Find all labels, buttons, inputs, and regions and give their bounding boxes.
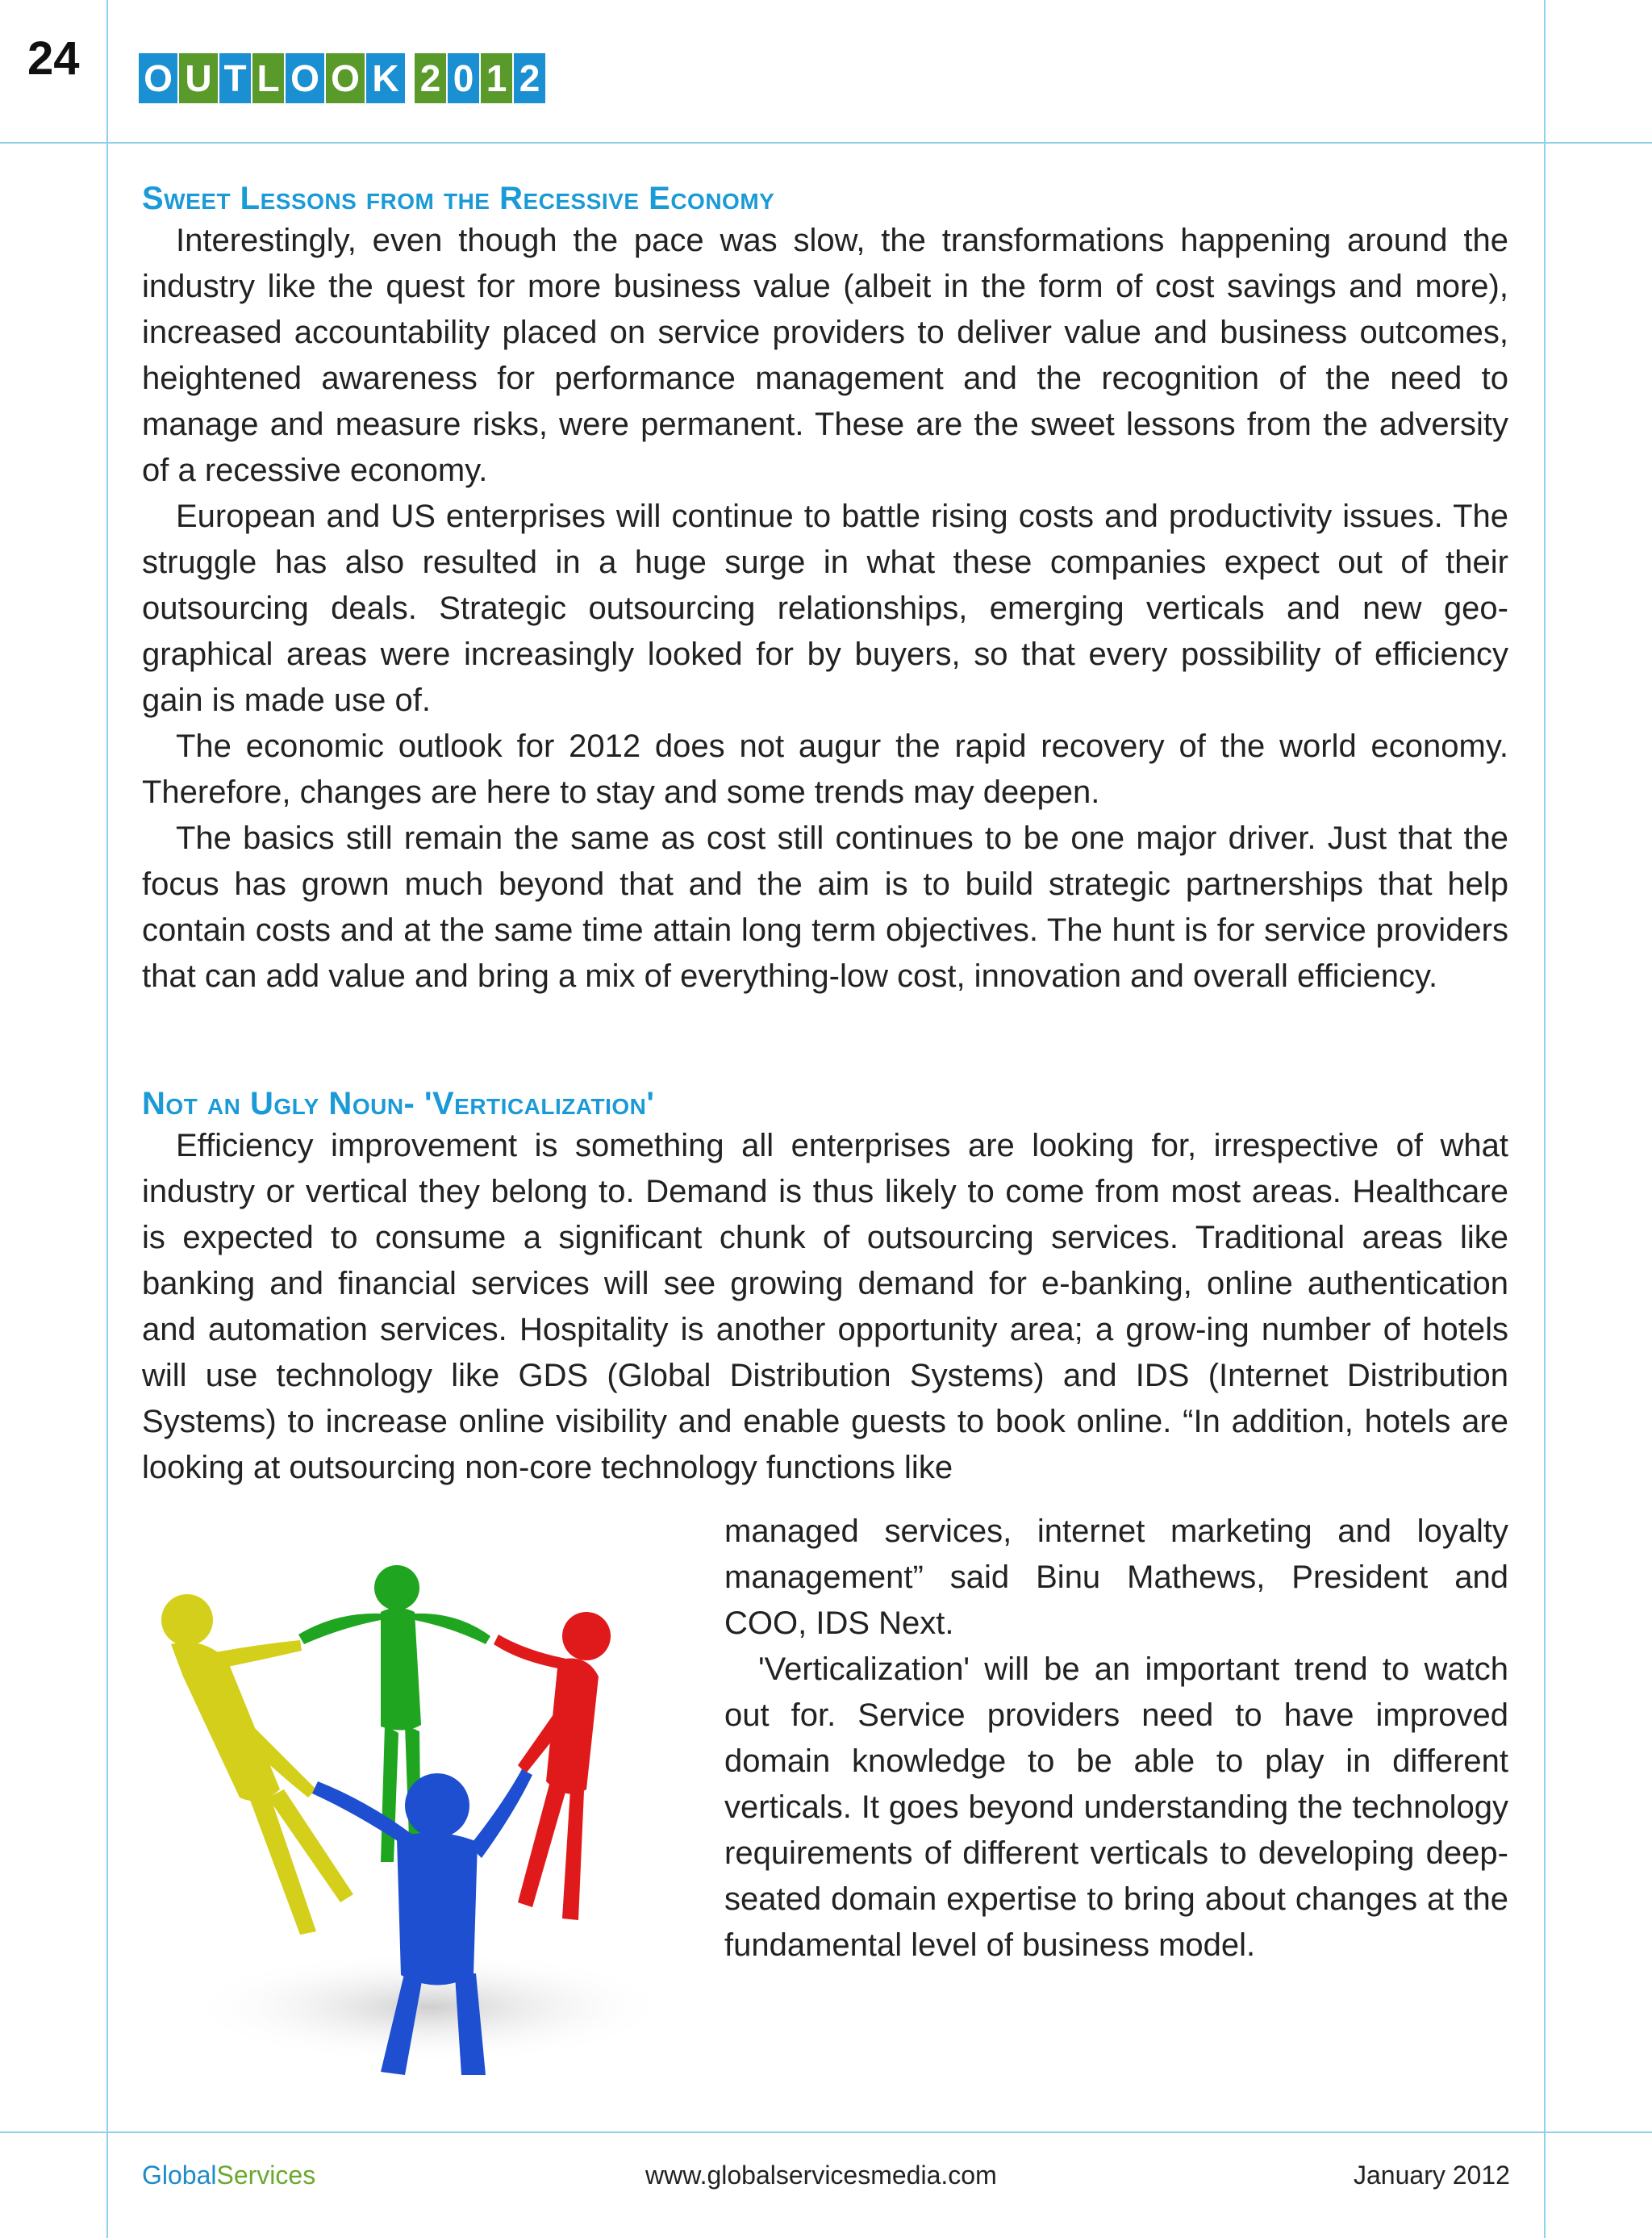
masthead-letter: U [179, 53, 218, 103]
green-figure-part [374, 1565, 419, 1610]
red-figure-part [562, 1789, 584, 1920]
footer-brand-services: Services [216, 2161, 316, 2190]
page-number: 24 [27, 32, 80, 85]
masthead-letter: 0 [448, 53, 479, 103]
outlook-2012-masthead [139, 53, 547, 103]
masthead-letter: 2 [415, 53, 446, 103]
blue-figure-part [397, 1833, 478, 1985]
wrapped-text-column [724, 1509, 1508, 1969]
body-paragraph: The economic outlook for 2012 does not augur the rapid recovery of the world economy. Therefore, changes are here to stay and some trends may deepen. [142, 729, 1508, 810]
masthead-letter: O [286, 53, 324, 103]
body-paragraph: The basics still remain the same as cost still continues to be one major driver. Just that the focus has grown much beyond that and the aim is to build strategic partnerships that help contain costs and at the same time attain long term objectives. The hunt is for service providers that can add value and bring a mix of everything-low cost, innovation and overall efficiency. [142, 820, 1508, 994]
footer-date: January 2012 [1354, 2161, 1510, 2190]
footer-url: www.globalservicesmedia.com [645, 2161, 997, 2190]
green-figure-part [298, 1614, 381, 1644]
teamwork-figures-illustration [139, 1523, 699, 2080]
right-margin-rule [1544, 0, 1546, 2238]
red-figure-part [518, 1781, 566, 1907]
masthead-letter: T [219, 53, 251, 103]
masthead-spacer [407, 53, 413, 103]
header-rule [0, 142, 1652, 144]
section-heading: Sweet Lessons from the Recessive Economy [142, 181, 775, 216]
masthead-letter: 1 [481, 53, 512, 103]
green-figure-part [381, 1608, 421, 1731]
masthead-letter: 2 [514, 53, 545, 103]
body-paragraph: Interestingly, even though the pace was slow, the transformations happening around the industry like the quest for more business value (albeit in the form of cost savings and more), increased accountability placed on service providers to deliver value and business outcomes, heightened awareness for performance management and the recognition of the need to manage and measure risks, were permanent. These are the sweet lessons from the adversity of a recessive economy. [142, 223, 1508, 488]
masthead-letter: O [139, 53, 177, 103]
masthead-letter: K [366, 53, 405, 103]
yellow-figure-part [215, 1640, 302, 1668]
blue-figure-part [405, 1773, 469, 1838]
green-figure-part [381, 1725, 398, 1862]
yellow-figure-part [161, 1594, 213, 1646]
footer-brand [142, 2159, 315, 2191]
body-paragraph: Efficiency improvement is something all enterprises are looking for, irrespective of what industry or vertical they belong to. Demand is thus likely to come from most areas. Healthcare is expected to consume a significant chunk of outsourcing services. Traditional areas like banking and financial services will see growing demand for e-banking, online authentication and automation services. Hospitality is another opportunity area; a grow-ing number of hotels will use technology like GDS (Global Distribution Systems) and IDS (Internet Distribution Systems) to increase online visibility and enable guests to book online. “In addition, hotels are looking at outsourcing non-core technology functions like [142, 1128, 1508, 1485]
blue-figure-part [469, 1769, 532, 1858]
masthead-letter: L [252, 53, 284, 103]
red-figure-part [494, 1635, 566, 1668]
body-paragraph: 'Verticalization' will be an important trend to watch out for. Service providers need to have improved domain knowledge to be able to play in different verticals. It goes beyond understanding the technology requirements of different verticals to developing deep-seated domain expertise to bring about changes at the fundamental level of business model. [724, 1651, 1508, 1963]
body-paragraph: European and US enterprises will continue to battle rising costs and productivity issues. The struggle has also resulted in a huge surge in what these companies expect out of their outsourcing deals. Strategic outsourcing relationships, emerging verticals and new geo-graphical areas were increasingly looked for by buyers, so that every possibility of efficiency gain is made use of. [142, 499, 1508, 718]
footer-brand-global: Global [142, 2161, 217, 2190]
left-margin-rule [106, 0, 108, 2238]
body-paragraph-continuation: managed services, internet marketing and loyalty management” said Binu Mathews, President and COO, IDS Next. [724, 1514, 1508, 1641]
red-figure-part [562, 1612, 611, 1660]
green-figure-part [415, 1614, 490, 1644]
red-figure [494, 1612, 611, 1920]
footer-rule [0, 2132, 1652, 2133]
yellow-figure [161, 1594, 353, 1935]
section-heading: Not an Ugly Noun- 'Verticalization' [142, 1086, 655, 1121]
masthead-letter: O [326, 53, 365, 103]
section-sweet-lessons [142, 179, 1508, 1000]
blue-figure-part [312, 1781, 417, 1846]
section-verticalization [142, 1084, 1508, 1491]
